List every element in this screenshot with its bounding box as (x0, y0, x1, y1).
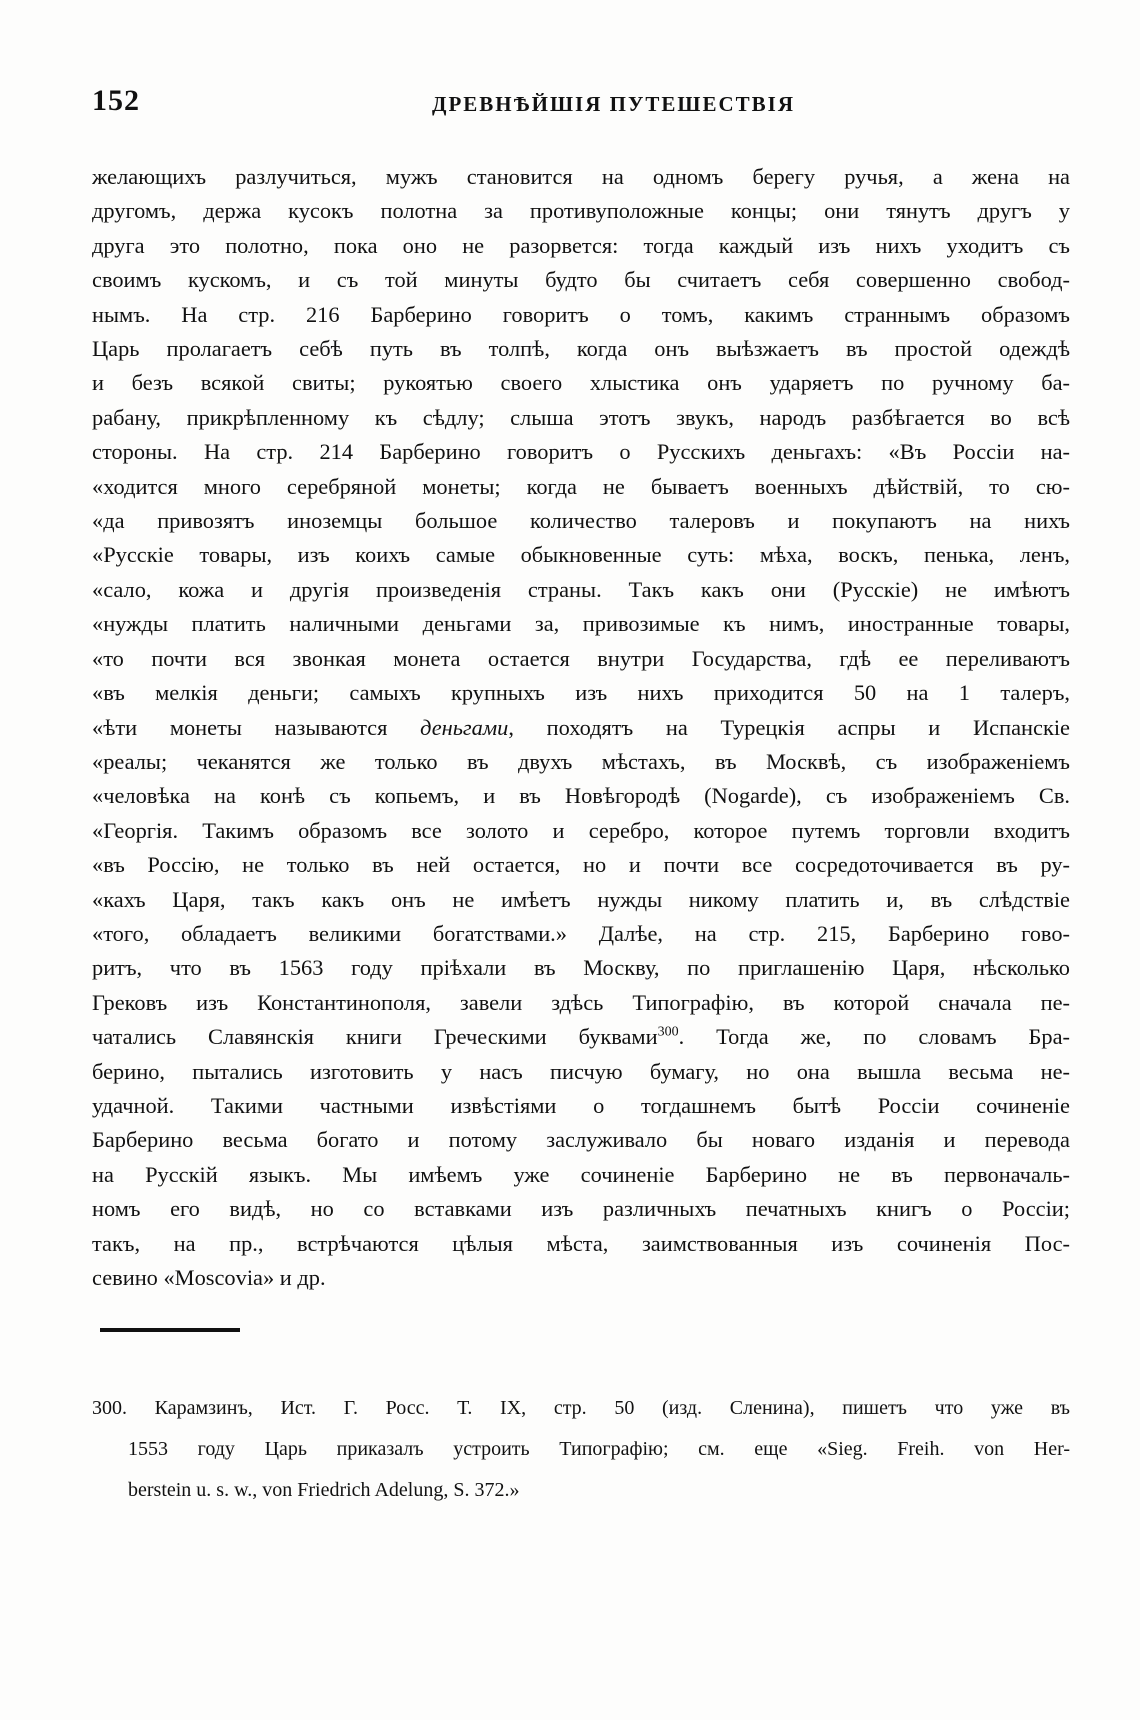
text-line: своимъ кускомъ, и съ той минуты будто бы считаетъ себя совершенно свобод- (92, 267, 1070, 293)
text-line: берино, пытались изготовить у насъ писчую бумагу, но она вышла весьма не- (92, 1058, 1070, 1084)
text-line: «реалы; чеканятся же только въ двухъ мѣстахъ, въ Москвѣ, съ изображеніемъ (92, 748, 1070, 774)
footnote-line: 1553 году Царь приказалъ устроить Типографію; см. еще «Sieg. Freih. von Her- (128, 1438, 1070, 1460)
text-line: Царь пролагаетъ себѣ путь въ толпѣ, когда онъ выѣзжаетъ въ простой одеждѣ (92, 336, 1070, 362)
text-line: такъ, на пр., встрѣчаются цѣлыя мѣста, заимствованныя изъ сочиненія Пос- (92, 1230, 1070, 1256)
main-text (92, 160, 1070, 1295)
text-segment: чатались Славянскія книги Греческими буквами (92, 1024, 658, 1050)
text-line: «то почти вся звонкая монета остается внутри Государства, гдѣ ее переливаютъ (92, 645, 1070, 671)
running-title: ДРЕВНѢЙШІЯ ПУТЕШЕСТВІЯ (432, 92, 795, 116)
text-line: севино «Moscovia» и др. (92, 1265, 326, 1290)
text-line: на Русскій языкъ. Мы имѣемъ уже сочиненіе Барберино не въ первоначаль- (92, 1161, 1070, 1187)
footnotes (92, 1388, 1070, 1511)
text-line: «Георгія. Такимъ образомъ все золото и серебро, которое путемъ торговли входитъ (92, 817, 1070, 843)
text-line: нымъ. На стр. 216 Барберино говоритъ о томъ, какимъ страннымъ образомъ (92, 301, 1070, 327)
text-line: удачной. Такими частными извѣстіями о тогдашнемъ бытѣ Россіи сочиненіе (92, 1092, 1070, 1118)
text-line: «въ мелкія деньги; самыхъ крупныхъ изъ нихъ приходится 50 на 1 талеръ, (92, 680, 1070, 706)
text-line: номъ его видѣ, но со вставками изъ различныхъ печатныхъ книгъ о Россіи; (92, 1196, 1070, 1222)
text-line: «сало, кожа и другія произведенія страны. Такъ какъ они (Русскіе) не имѣютъ (92, 576, 1070, 602)
text-line: желающихъ разлучиться, мужъ становится на одномъ берегу ручья, а жена на (92, 164, 1070, 189)
text-line: «Русскіе товары, изъ коихъ самые обыкновенные суть: мѣха, воскъ, пенька, ленъ, (92, 542, 1070, 568)
text-line: Барберино весьма богато и потому заслуживало бы новаго изданія и перевода (92, 1127, 1070, 1153)
text-line: «да привозятъ иноземцы большое количество талеровъ и покупаютъ на нихъ (92, 508, 1070, 534)
text-line: «нужды платить наличными деньгами за, привозимые къ нимъ, иностранные товары, (92, 611, 1070, 637)
text-line: «того, обладаетъ великими богатствами.» Далѣе, на стр. 215, Барберино гово- (92, 920, 1070, 946)
text-segment: . Тогда же, по словамъ Бра- (678, 1024, 1070, 1050)
text-line: «человѣка на конѣ съ копьемъ, и въ Новѣгородѣ (Nogarde), съ изображеніемъ Св. (92, 783, 1070, 809)
text-line: и безъ всякой свиты; рукоятью своего хлыстика онъ ударяетъ по ручному ба- (92, 370, 1070, 396)
text-line: другомъ, держа кусокъ полотна за противуположные концы; они тянутъ другъ у (92, 198, 1070, 224)
text-line: рабану, прикрѣпленному къ сѣдлу; слыша этотъ звукъ, народъ разбѣгается во всѣ (92, 404, 1070, 430)
text-line: Грековъ изъ Константинополя, завели здѣсь Типографію, въ которой сначала пе- (92, 989, 1070, 1015)
page-number: 152 (92, 84, 140, 117)
text-segment: «ѣти монеты называются (92, 714, 388, 740)
text-line: «ходится много серебряной монеты; когда не бываетъ военныхъ дѣйствій, то сю- (92, 473, 1070, 499)
text-line: ритъ, что въ 1563 году пріѣхали въ Москву, по приглашенію Царя, нѣсколько (92, 955, 1070, 981)
text-line: «кахъ Царя, такъ какъ онъ не имѣетъ нужды никому платить и, въ слѣдствіе (92, 886, 1070, 912)
text-segment: , походятъ на Турецкія аспры и Испанскіе (508, 714, 1070, 740)
text-line: друга это полотно, пока оно не разорвется: тогда каждый изъ нихъ уходитъ съ (92, 232, 1070, 258)
footnote-divider (100, 1328, 240, 1332)
text-line: «въ Россію, не только въ ней остается, но и почти все сосредоточивается въ ру- (92, 852, 1070, 878)
page-header (92, 84, 1072, 124)
text-line: стороны. На стр. 214 Барберино говоритъ о Русскихъ деньгахъ: «Въ Россіи на- (92, 439, 1070, 465)
footnote-reference[interactable]: 300 (657, 1024, 679, 1040)
text-line-with-italic (92, 711, 1070, 745)
footnote-line: berstein u. s. w., von Friedrich Adelung, S. 372.» (128, 1479, 520, 1501)
text-line-with-footnote-ref (92, 1020, 1070, 1054)
italic-term: деньгами (420, 714, 509, 740)
footnote-line: 300. Карамзинъ, Ист. Г. Росс. Т. IX, стр. 50 (изд. Сленина), пишетъ что уже въ (92, 1397, 1070, 1419)
